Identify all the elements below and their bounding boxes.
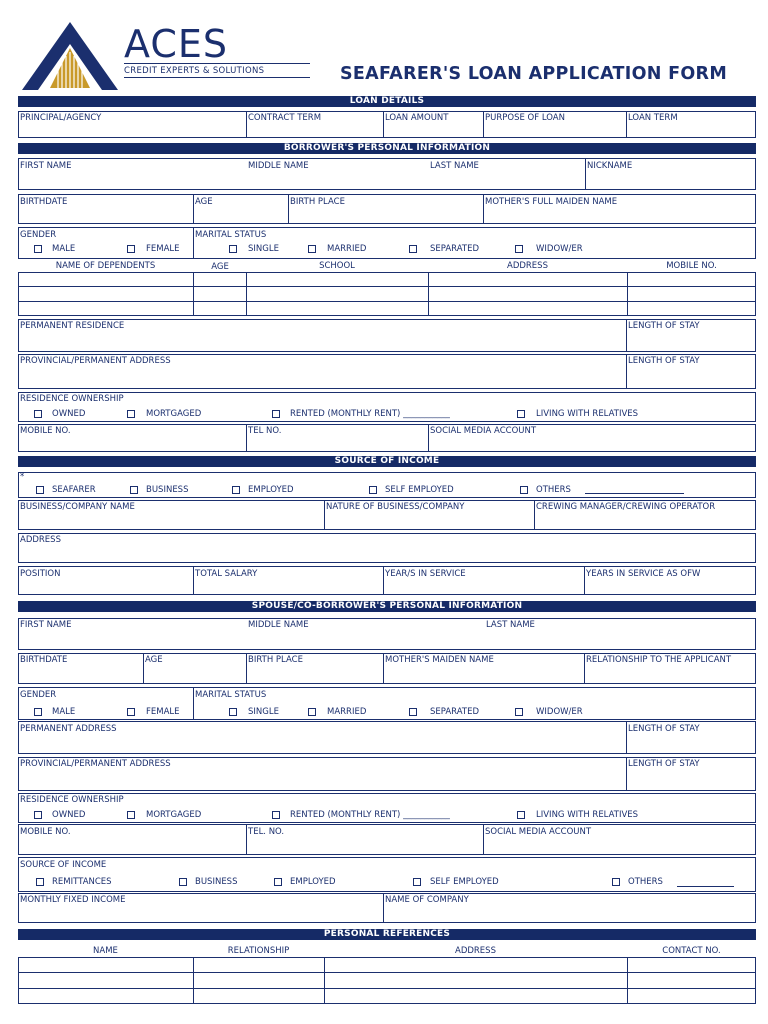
borrower-mortgaged-label: MORTGAGED <box>146 409 202 419</box>
spouse-others-label: OTHERS <box>628 877 663 887</box>
borrower-birthdate-field[interactable]: BIRTHDATE <box>20 197 68 207</box>
spouse-male-label: MALE <box>52 707 76 717</box>
borrower-single-label: SINGLE <box>248 244 279 254</box>
spouse-company-field[interactable]: NAME OF COMPANY <box>385 895 469 905</box>
spouse-age-field[interactable]: AGE <box>145 655 163 665</box>
spouse-self-employed-label: SELF EMPLOYED <box>430 877 499 887</box>
income-salary-field[interactable]: TOTAL SALARY <box>195 569 258 579</box>
borrower-female-label: FEMALE <box>146 244 180 254</box>
spouse-widow-checkbox[interactable] <box>515 708 523 716</box>
borrower-mobile-field[interactable]: MOBILE NO. <box>20 426 71 436</box>
spouse-middle-name-field[interactable]: MIDDLE NAME <box>248 620 309 630</box>
borrower-tel-field[interactable]: TEL NO. <box>248 426 282 436</box>
borrower-married-label: MARRIED <box>327 244 367 254</box>
borrower-relatives-label: LIVING WITH RELATIVES <box>536 409 639 419</box>
spouse-business-checkbox[interactable] <box>179 878 187 886</box>
income-employed-checkbox[interactable] <box>232 486 240 494</box>
spouse-single-checkbox[interactable] <box>229 708 237 716</box>
dependents-col-name: NAME OF DEPENDENTS <box>55 261 156 271</box>
dependents-col-school: SCHOOL <box>319 261 355 271</box>
spouse-provincial-field[interactable]: PROVINCIAL/PERMANENT ADDRESS <box>20 759 171 769</box>
brand-name: ACES <box>124 22 228 66</box>
borrower-contact-row <box>18 424 756 452</box>
dependents-table[interactable] <box>18 272 756 316</box>
spouse-others-line[interactable] <box>677 886 734 887</box>
borrower-owned-label: OWNED <box>52 409 86 419</box>
borrower-first-name-field[interactable]: FIRST NAME <box>20 161 72 171</box>
income-seafarer-label: SEAFARER <box>52 485 96 495</box>
income-company-field[interactable]: BUSINESS/COMPANY NAME <box>20 502 135 512</box>
income-business-label: BUSINESS <box>146 485 189 495</box>
borrower-last-name-field[interactable]: LAST NAME <box>430 161 479 171</box>
borrower-separated-label: SEPARATED <box>430 244 479 254</box>
spouse-name-row <box>18 618 756 650</box>
income-business-checkbox[interactable] <box>130 486 138 494</box>
brand-rule-bottom <box>124 77 310 78</box>
borrower-rented-checkbox[interactable] <box>272 410 280 418</box>
borrower-gender-marital-row <box>18 227 756 259</box>
borrower-birth-row <box>18 194 756 224</box>
spouse-owned-checkbox[interactable] <box>34 811 42 819</box>
spouse-married-checkbox[interactable] <box>308 708 316 716</box>
loan-amount-field[interactable]: LOAN AMOUNT <box>385 113 449 123</box>
company-logo <box>20 20 120 92</box>
spouse-owned-label: OWNED <box>52 810 86 820</box>
borrower-stay2-field[interactable]: LENGTH OF STAY <box>628 356 700 366</box>
spouse-mortgaged-label: MORTGAGED <box>146 810 202 820</box>
references-table[interactable] <box>18 957 756 1004</box>
borrower-permanent-residence-field[interactable]: PERMANENT RESIDENCE <box>20 321 125 331</box>
spouse-stay2-field[interactable]: LENGTH OF STAY <box>628 759 700 769</box>
spouse-social-field[interactable]: SOCIAL MEDIA ACCOUNT <box>485 827 592 837</box>
spouse-married-label: MARRIED <box>327 707 367 717</box>
dependents-col-mobile: MOBILE NO. <box>666 261 717 271</box>
spouse-relatives-checkbox[interactable] <box>517 811 525 819</box>
purpose-of-loan-field[interactable]: PURPOSE OF LOAN <box>485 113 565 123</box>
spouse-first-name-field[interactable]: FIRST NAME <box>20 620 72 630</box>
references-col-address: ADDRESS <box>455 946 496 956</box>
income-position-field[interactable]: POSITION <box>20 569 61 579</box>
spouse-last-name-field[interactable]: LAST NAME <box>486 620 535 630</box>
dependents-col-age: AGE <box>211 262 229 272</box>
spouse-mortgaged-checkbox[interactable] <box>127 811 135 819</box>
borrower-ownership-label: RESIDENCE OWNERSHIP <box>20 394 124 404</box>
spouse-separated-checkbox[interactable] <box>409 708 417 716</box>
borrower-rented-label: RENTED (MONTHLY RENT) ___________ <box>290 409 450 419</box>
borrower-info-header: BORROWER'S PERSONAL INFORMATION <box>18 143 756 154</box>
form-title: SEAFARER'S LOAN APPLICATION FORM <box>340 64 728 84</box>
income-years-field[interactable]: YEAR/S IN SERVICE <box>385 569 466 579</box>
income-address-row <box>18 533 756 563</box>
borrower-nickname-field[interactable]: NICKNAME <box>587 161 633 171</box>
contract-term-field[interactable]: CONTRACT TERM <box>248 113 322 123</box>
spouse-relatives-label: LIVING WITH RELATIVES <box>536 810 639 820</box>
spouse-permanent-field[interactable]: PERMANENT ADDRESS <box>20 724 117 734</box>
spouse-gender-label: GENDER <box>20 690 57 700</box>
borrower-male-label: MALE <box>52 244 76 254</box>
income-required-mark: * <box>20 472 25 482</box>
brand-tagline: CREDIT EXPERTS & SOLUTIONS <box>124 66 265 76</box>
loan-details-header: LOAN DETAILS <box>18 96 756 107</box>
borrower-stay-field[interactable]: LENGTH OF STAY <box>628 321 700 331</box>
source-income-header: SOURCE OF INCOME <box>18 456 756 467</box>
spouse-female-checkbox[interactable] <box>127 708 135 716</box>
spouse-birthdate-field[interactable]: BIRTHDATE <box>20 655 68 665</box>
borrower-middle-name-field[interactable]: MIDDLE NAME <box>248 161 309 171</box>
income-others-line[interactable] <box>585 493 684 494</box>
borrower-owned-checkbox[interactable] <box>34 410 42 418</box>
income-crewing-field[interactable]: CREWING MANAGER/CREWING OPERATOR <box>536 502 716 512</box>
references-header: PERSONAL REFERENCES <box>18 929 756 940</box>
borrower-relatives-checkbox[interactable] <box>517 410 525 418</box>
borrower-mortgaged-checkbox[interactable] <box>127 410 135 418</box>
borrower-separated-checkbox[interactable] <box>409 245 417 253</box>
spouse-business-label: BUSINESS <box>195 877 238 887</box>
borrower-male-checkbox[interactable] <box>34 245 42 253</box>
borrower-provincial-field[interactable]: PROVINCIAL/PERMANENT ADDRESS <box>20 356 171 366</box>
brand-rule <box>124 63 310 64</box>
borrower-widow-label: WIDOW/ER <box>536 244 583 254</box>
borrower-social-field[interactable]: SOCIAL MEDIA ACCOUNT <box>430 426 537 436</box>
spouse-remittances-checkbox[interactable] <box>36 878 44 886</box>
spouse-rented-checkbox[interactable] <box>272 811 280 819</box>
borrower-gender-label: GENDER <box>20 230 57 240</box>
spouse-mother-field[interactable]: MOTHER'S MAIDEN NAME <box>385 655 494 665</box>
spouse-remittances-label: REMITTANCES <box>52 877 112 887</box>
borrower-birthplace-field[interactable]: BIRTH PLACE <box>290 197 345 207</box>
spouse-relationship-field[interactable]: RELATIONSHIP TO THE APPLICANT <box>586 655 732 665</box>
income-ofw-field[interactable]: YEARS IN SERVICE AS OFW <box>586 569 701 579</box>
spouse-female-label: FEMALE <box>146 707 180 717</box>
spouse-employed-label: EMPLOYED <box>290 877 336 887</box>
borrower-age-field[interactable]: AGE <box>195 197 213 207</box>
references-col-relationship: RELATIONSHIP <box>227 946 290 956</box>
borrower-married-checkbox[interactable] <box>308 245 316 253</box>
spouse-ownership-label: RESIDENCE OWNERSHIP <box>20 795 124 805</box>
spouse-contact-row <box>18 824 756 855</box>
borrower-female-checkbox[interactable] <box>127 245 135 253</box>
spouse-male-checkbox[interactable] <box>34 708 42 716</box>
income-nature-field[interactable]: NATURE OF BUSINESS/COMPANY <box>326 502 465 512</box>
spouse-tel-field[interactable]: TEL. NO. <box>248 827 285 837</box>
spouse-others-checkbox[interactable] <box>612 878 620 886</box>
spouse-rented-label: RENTED (MONTHLY RENT) ___________ <box>290 810 450 820</box>
spouse-self-employed-checkbox[interactable] <box>413 878 421 886</box>
spouse-monthly-income-field[interactable]: MONTHLY FIXED INCOME <box>20 895 126 905</box>
income-employed-label: EMPLOYED <box>248 485 294 495</box>
borrower-name-row <box>18 158 756 190</box>
references-col-name: NAME <box>93 946 118 956</box>
borrower-mother-name-field[interactable]: MOTHER'S FULL MAIDEN NAME <box>485 197 618 207</box>
borrower-widow-checkbox[interactable] <box>515 245 523 253</box>
income-self-employed-label: SELF EMPLOYED <box>385 485 454 495</box>
borrower-marital-label: MARITAL STATUS <box>195 230 267 240</box>
dependents-col-address: ADDRESS <box>507 261 548 271</box>
spouse-widow-label: WIDOW/ER <box>536 707 583 717</box>
logo-triangle-icon <box>20 20 120 92</box>
spouse-info-header: SPOUSE/CO-BORROWER'S PERSONAL INFORMATION <box>18 601 756 612</box>
spouse-single-label: SINGLE <box>248 707 279 717</box>
spouse-marital-label: MARITAL STATUS <box>195 690 267 700</box>
income-self-employed-checkbox[interactable] <box>369 486 377 494</box>
principal-agency-field[interactable]: PRINCIPAL/AGENCY <box>20 113 102 123</box>
spouse-employed-checkbox[interactable] <box>274 878 282 886</box>
spouse-separated-label: SEPARATED <box>430 707 479 717</box>
borrower-single-checkbox[interactable] <box>229 245 237 253</box>
income-others-label: OTHERS <box>536 485 571 495</box>
spouse-birthplace-field[interactable]: BIRTH PLACE <box>248 655 303 665</box>
references-col-contact: CONTACT NO. <box>662 946 721 956</box>
spouse-income-label: SOURCE OF INCOME <box>20 860 107 870</box>
income-address-field[interactable]: ADDRESS <box>20 535 61 545</box>
income-others-checkbox[interactable] <box>520 486 528 494</box>
loan-term-field[interactable]: LOAN TERM <box>628 113 678 123</box>
spouse-stay-field[interactable]: LENGTH OF STAY <box>628 724 700 734</box>
income-seafarer-checkbox[interactable] <box>36 486 44 494</box>
spouse-mobile-field[interactable]: MOBILE NO. <box>20 827 71 837</box>
